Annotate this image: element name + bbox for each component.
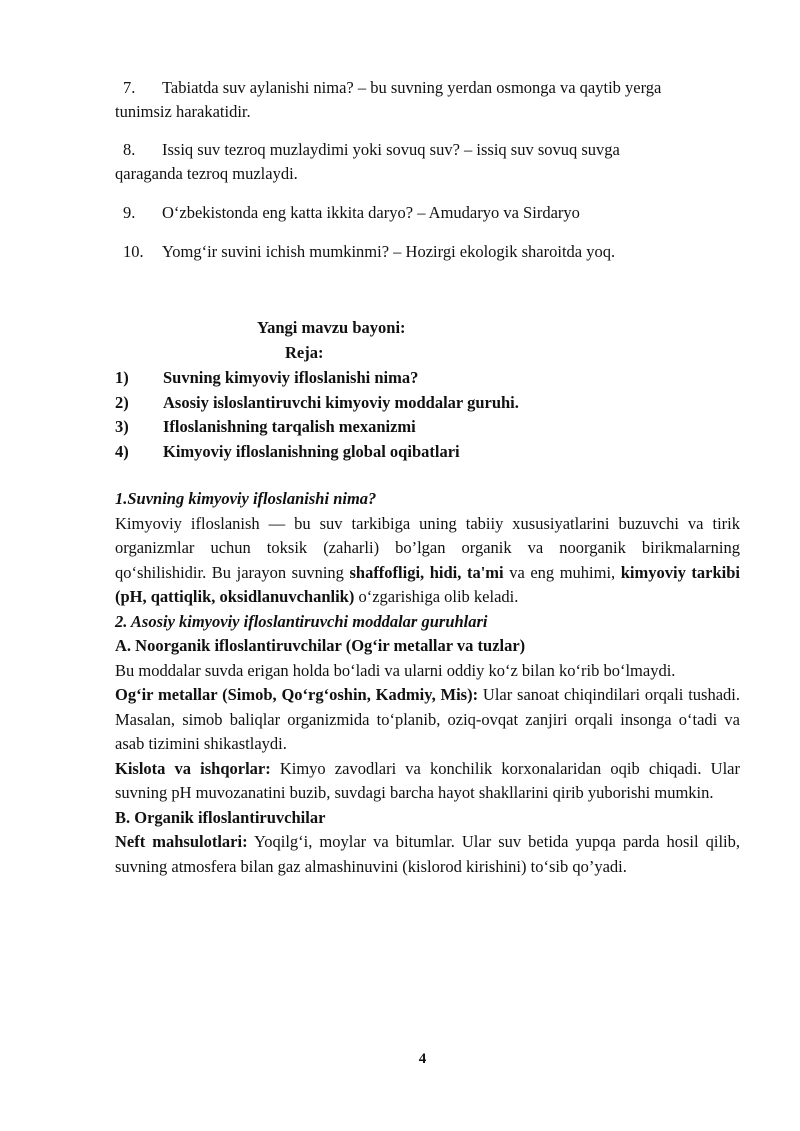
plan-item: 1) Suvning kimyoviy ifloslanishi nima? — [115, 368, 419, 387]
qa-item-10 — [115, 240, 740, 264]
qa-item-8 — [115, 138, 740, 186]
qa-text: Issiq suv tezroq muzlaydimi yoki sovuq suv? – issiq suv sovuq suvga — [162, 140, 620, 159]
qa-item-7 — [115, 76, 740, 124]
qa-continuation: tunimsiz harakatidir. — [115, 102, 251, 121]
new-topic-heading: Yangi mavzu bayoni: — [257, 318, 406, 337]
section1-paragraph: Kimyoviy ifloslanish — bu suv tarkibiga uning tabiiy xususiyatlarini buzuvchi va tirik organizmlar uchun toksik (zaharli) bo’lgan organik va noorganik birikmalarning qo‘shilishidir. Bu jarayon suvning shaffofligi, hidi, ta'mi va eng muhimi, kimyoviy tarkibi (pH, qattiqlik, oksidlanuvchanlik) o‘zgarishiga olib keladi. — [115, 513, 740, 606]
qa-number: 8. — [123, 140, 136, 159]
oil-paragraph: Neft mahsulotlari: Yoqilg‘i, moylar va bitumlar. Ular suv betida yupqa parda hosil qilib, suvning atmosfera bilan gaz almashinuvini (kislorod kirishini) to‘sib qo’yadi. — [115, 832, 740, 876]
qa-text: O‘zbekistonda eng katta ikkita daryo? – Amudaryo va Sirdaryo — [162, 203, 580, 222]
metals-paragraph: Og‘ir metallar (Simob, Qo‘rg‘oshin, Kadmiy, Mis): Ular sanoat chiqindilari orqali tushadi. Masalan, simob baliqlar organizmida to‘planib, oziq-ovqat zanjiri orqali insonga o‘tadi va asab tizimini shikastlaydi. — [115, 685, 740, 753]
qa-item-9 — [115, 201, 740, 225]
qa-number: 9. — [123, 203, 136, 222]
plan-title: Reja: — [285, 343, 324, 362]
section1-heading: 1.Suvning kimyoviy ifloslanishi nima? — [115, 489, 377, 508]
plan-item: 3) Ifloslanishning tarqalish mexanizmi — [115, 417, 416, 436]
plan-list — [115, 366, 740, 464]
subheading-a: A. Noorganik ifloslantiruvchilar (Og‘ir metallar va tuzlar) — [115, 636, 526, 655]
plan-item: 4) Kimyoviy ifloslanishning global oqibatlari — [115, 441, 460, 461]
qa-text: Tabiatda suv aylanishi nima? – bu suvning yerdan osmonga va qaytib yerga — [162, 78, 662, 97]
acids-paragraph: Kislota va ishqorlar: Kimyo zavodlari va konchilik korxonalaridan oqib chiqadi. Ular suvning pH muvozanatini buzib, suvdagi barcha hayot shakllarini qirib yuborishi mumkin. — [115, 758, 740, 802]
qa-number: 10. — [123, 242, 144, 261]
qa-continuation: qaraganda tezroq muzlaydi. — [115, 164, 298, 183]
paragraph-a: Bu moddalar suvda erigan holda bo‘ladi va ularni oddiy ko‘z bilan ko‘rib bo‘lmaydi. — [115, 660, 676, 680]
qa-text: Yomg‘ir suvini ichish mumkinmi? – Hozirgi ekologik sharoitda yoq. — [162, 242, 616, 261]
page-number: 4 — [418, 1051, 427, 1067]
qa-number: 7. — [123, 78, 136, 97]
subheading-b: B. Organik ifloslantiruvchilar — [115, 807, 326, 827]
lesson-content — [115, 487, 740, 879]
section2-heading: 2. Asosiy kimyoviy ifloslantiruvchi moddalar guruhlari — [115, 611, 488, 631]
plan-item: 2) Asosiy isloslantiruvchi kimyoviy moddalar guruhi. — [115, 392, 519, 412]
